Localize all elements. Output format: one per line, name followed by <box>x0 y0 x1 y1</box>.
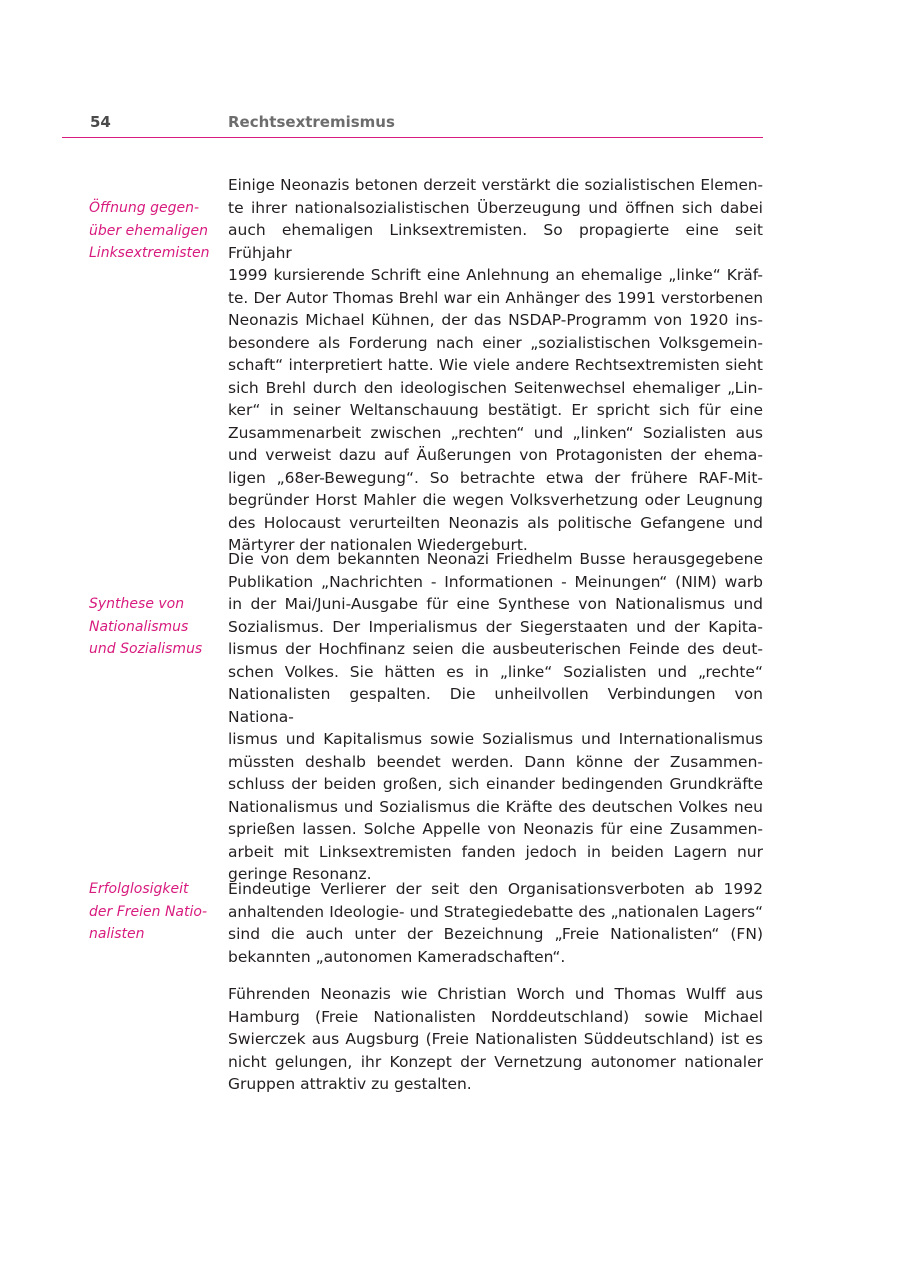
text-line: te ihrer nationalsozialistischen Überzeugung und öffnen sich dabei <box>228 198 763 217</box>
text-line: Publikation „Nachrichten - Informationen - Meinungen“ (NIM) warb <box>228 572 763 591</box>
text-line: Nationalismus und Sozialismus die Kräfte des deutschen Volkes neu <box>228 797 763 816</box>
text-line: sich Brehl durch den ideologischen Seitenwechsel ehemaliger „Lin- <box>228 378 763 397</box>
paragraph-1 <box>228 174 763 557</box>
text-line: Zusammenarbeit zwischen „rechten“ und „linken“ Sozialisten aus <box>228 423 763 442</box>
text-line: nicht gelungen, ihr Konzept der Vernetzung autonomer nationaler <box>228 1052 763 1071</box>
running-title: Rechtsextremismus <box>228 113 395 131</box>
text-line: 1999 kursierende Schrift eine Anlehnung an ehemalige „linke“ Kräf- <box>228 266 763 284</box>
margin-note-line: Öffnung gegen- <box>89 200 200 216</box>
margin-note-line: und Sozialismus <box>89 641 203 657</box>
text-line: begründer Horst Mahler die wegen Volksverhetzung oder Leugnung <box>228 491 763 509</box>
margin-note-failure <box>89 878 214 946</box>
text-line: Sozialismus. Der Imperialismus der Siegerstaaten und der Kapita- <box>228 617 763 636</box>
paragraph-2 <box>228 548 763 886</box>
margin-note-synthesis <box>89 593 214 661</box>
page-number: 54 <box>90 113 111 131</box>
margin-note-line: nalisten <box>89 926 145 942</box>
text-line: schaft“ interpretiert hatte. Wie viele andere Rechtsextremisten sieht <box>228 356 763 374</box>
margin-note-line: der Freien Natio- <box>89 903 208 920</box>
text-line: schluss der beiden großen, sich einander bedingenden Grundkräfte <box>228 775 763 793</box>
text-line: schen Volkes. Sie hätten es in „linke“ Sozialisten und „rechte“ <box>228 662 763 681</box>
text-line: Märtyrer der nationalen Wiedergeburt. <box>228 536 528 554</box>
text-line: Die von dem bekannten Neonazi Friedhelm Busse herausgegebene <box>228 550 763 568</box>
text-line: anhaltenden Ideologie- und Strategiedebatte des „nationalen Lagers“ <box>228 902 763 921</box>
margin-note-opening <box>89 197 214 265</box>
text-line: sprießen lassen. Solche Appelle von Neonazis für eine Zusammen- <box>228 820 763 838</box>
text-line: bekannten „autonomen Kameradschaften“. <box>228 947 566 966</box>
text-line: Gruppen attraktiv zu gestalten. <box>228 1075 472 1093</box>
text-line: lismus und Kapitalismus sowie Sozialismus und Internationalismus <box>228 730 763 748</box>
margin-note-line: Linksextremisten <box>89 245 210 261</box>
text-line: sind die auch unter der Bezeichnung „Freie Nationalisten“ (FN) <box>228 925 763 943</box>
margin-note-line: Erfolglosigkeit <box>89 881 189 897</box>
text-line: Hamburg (Freie Nationalisten Norddeutschland) sowie Michael <box>228 1007 763 1026</box>
text-line: ker“ in seiner Weltanschauung bestätigt. Er spricht sich für eine <box>228 401 763 419</box>
text-line: und verweist dazu auf Äußerungen von Protagonisten der ehema- <box>228 446 763 464</box>
text-line: Swierczek aus Augsburg (Freie Nationalisten Süddeutschland) ist es <box>228 1030 763 1048</box>
text-line: geringe Resonanz. <box>228 865 372 883</box>
text-line: te. Der Autor Thomas Brehl war ein Anhänger des 1991 verstorbenen <box>228 288 763 307</box>
text-line: Eindeutige Verlierer der seit den Organisationsverboten ab 1992 <box>228 880 763 898</box>
text-line: Neonazis Michael Kühnen, der das NSDAP-Programm von 1920 ins- <box>228 311 763 329</box>
paragraph-4 <box>228 983 763 1096</box>
text-line: besondere als Forderung nach einer „sozialistischen Volksgemein- <box>228 333 763 352</box>
text-line: arbeit mit Linksextremisten fanden jedoch in beiden Lagern nur <box>228 842 763 861</box>
margin-note-line: Synthese von <box>89 596 185 612</box>
paragraph-3 <box>228 878 763 968</box>
text-line: Führenden Neonazis wie Christian Worch und Thomas Wulff aus <box>228 985 763 1003</box>
margin-note-line: Nationalismus <box>89 618 189 635</box>
text-line: Nationalisten gespalten. Die unheilvollen Verbindungen von Nationa- <box>228 685 763 726</box>
text-line: auch ehemaligen Linksextremisten. So propagierte eine seit Frühjahr <box>228 221 763 262</box>
text-line: Einige Neonazis betonen derzeit verstärkt die sozialistischen Elemen- <box>228 176 763 194</box>
text-line: des Holocaust verurteilten Neonazis als politische Gefangene und <box>228 513 763 532</box>
page-header <box>62 113 763 138</box>
text-line: lismus der Hochfinanz seien die ausbeuterischen Feinde des deut- <box>228 640 763 658</box>
text-line: in der Mai/Juni-Ausgabe für eine Synthese von Nationalismus und <box>228 595 763 613</box>
text-line: müssten deshalb beendet werden. Dann könne der Zusammen- <box>228 752 763 771</box>
text-line: ligen „68er-Bewegung“. So betrachte etwa der frühere RAF-Mit- <box>228 468 763 487</box>
margin-note-line: über ehemaligen <box>89 222 209 239</box>
